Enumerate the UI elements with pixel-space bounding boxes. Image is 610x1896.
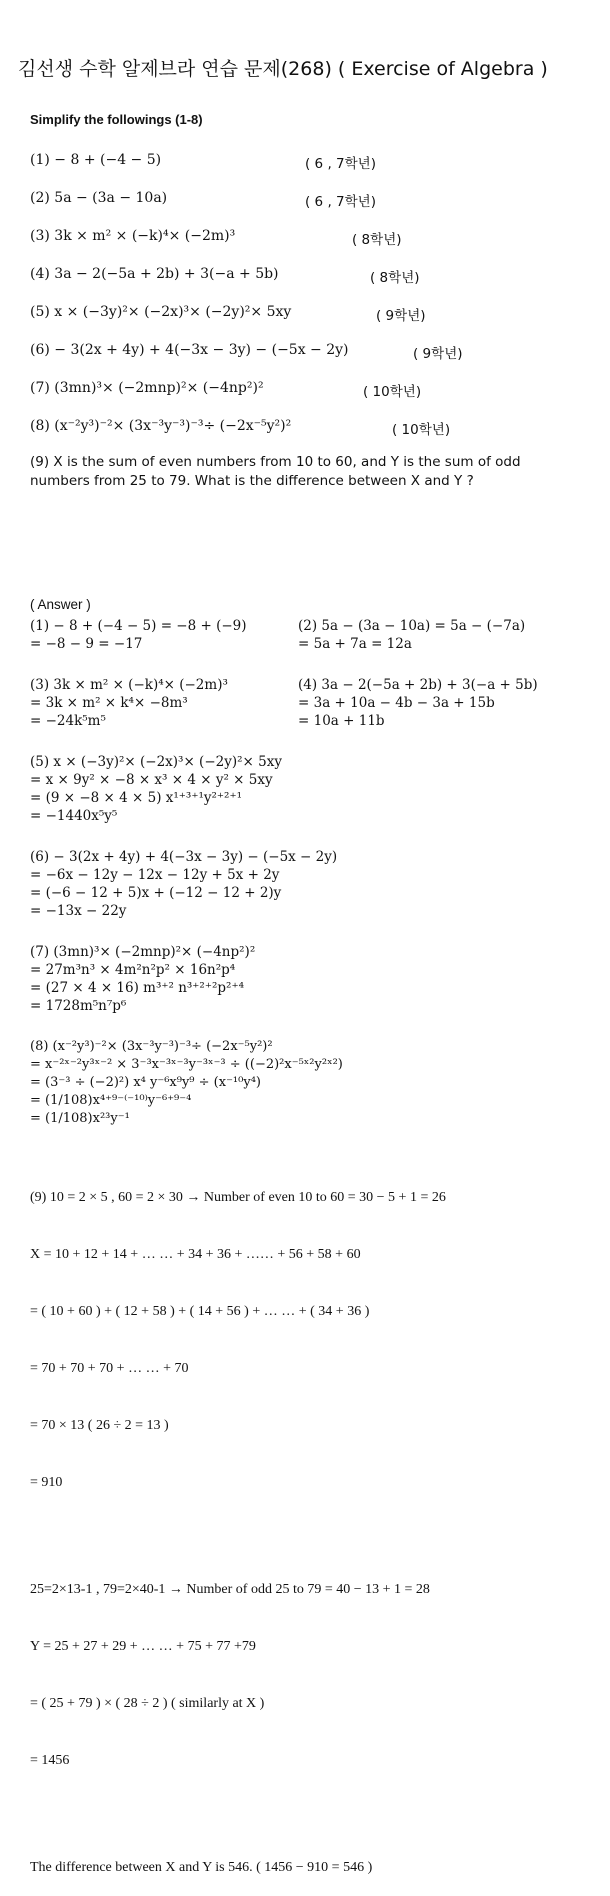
instructions: Simplify the followings (1-8) bbox=[30, 112, 203, 127]
answer-line: X = 10 + 12 + 14 + … … + 34 + 36 + …… + 56 + 58 + 60 bbox=[30, 1247, 361, 1262]
answer-line: = x × 9y² × −8 × x³ × 4 × y² × 5xy bbox=[30, 772, 273, 788]
answer-line: = ( 10 + 60 ) + ( 12 + 58 ) + ( 14 + 56 ) + … … + ( 34 + 36 ) bbox=[30, 1304, 370, 1319]
problem-grade: ( 10학년) bbox=[392, 422, 451, 438]
answer-6 bbox=[30, 848, 337, 920]
problem-grade: ( 9학년) bbox=[413, 346, 463, 362]
problem-9: (9) X is the sum of even numbers from 10 to 60, and Y is the sum of odd numbers from 25 to 79. What is the difference between X and Y ? bbox=[30, 454, 521, 489]
answer-line: (9) 10 = 2 × 5 , 60 = 2 × 30 → Number of even 10 to 60 = 30 − 5 + 1 = 26 bbox=[30, 1190, 446, 1205]
answer-line: (5) x × (−3y)²× (−2x)³× (−2y)²× 5xy bbox=[30, 754, 282, 770]
problem-6 bbox=[30, 342, 349, 358]
problem-5 bbox=[30, 304, 291, 320]
answer-line: (6) − 3(2x + 4y) + 4(−3x − 3y) − (−5x − 2y) bbox=[30, 849, 338, 865]
problem-grade: ( 9학년) bbox=[376, 308, 426, 324]
problem-7 bbox=[30, 380, 264, 396]
answer-line: = 5a + 7a = 12a bbox=[298, 636, 412, 652]
answer-line: = ( 25 + 79 ) × ( 28 ÷ 2 ) ( similarly at X ) bbox=[30, 1696, 265, 1711]
answer-line: (7) (3mn)³× (−2mnp)²× (−4np²)² bbox=[30, 944, 256, 960]
problem-expr: (1) − 8 + (−4 − 5) bbox=[30, 152, 162, 168]
answer-1 bbox=[30, 617, 247, 653]
answer-line: = 70 × 13 ( 26 ÷ 2 = 13 ) bbox=[30, 1418, 169, 1433]
problem-expr: (4) 3a − 2(−5a + 2b) + 3(−a + 5b) bbox=[30, 266, 279, 282]
answer-line: = (9 × −8 × 4 × 5) x¹⁺³⁺¹y²⁺²⁺¹ bbox=[30, 790, 242, 806]
answer-line: = 1456 bbox=[30, 1753, 70, 1768]
problem-grade: ( 6 , 7학년) bbox=[305, 156, 376, 172]
answer-line: = −24k⁵m⁵ bbox=[30, 713, 106, 729]
problem-expr: (3) 3k × m² × (−k)⁴× (−2m)³ bbox=[30, 228, 236, 244]
answer-4 bbox=[298, 676, 538, 730]
answer-3 bbox=[30, 676, 228, 730]
problem-2 bbox=[30, 190, 167, 206]
answer-line: = 1728m⁵n⁷p⁶ bbox=[30, 998, 127, 1014]
answer-line: = 10a + 11b bbox=[298, 713, 385, 729]
answer-5 bbox=[30, 753, 282, 825]
answer-line: (8) (x⁻²y³)⁻²× (3x⁻³y⁻³)⁻³÷ (−2x⁻⁵y²)² bbox=[30, 1039, 273, 1054]
answer-line: = −8 − 9 = −17 bbox=[30, 636, 143, 652]
answer-line: = x⁻²ˣ⁻²y³ˣ⁻² × 3⁻³x⁻³ˣ⁻³y⁻³ˣ⁻³ ÷ ((−2)²x⁻⁵ˣ²y²ˣ²) bbox=[30, 1057, 343, 1072]
answer-9 bbox=[30, 1150, 446, 1896]
spacer bbox=[30, 1808, 446, 1820]
answer-line: The difference between X and Y is 546. ( 1456 − 910 = 546 ) bbox=[30, 1860, 373, 1875]
answer-line: = 3a + 10a − 4b − 3a + 15b bbox=[298, 695, 495, 711]
answer-line: = 3k × m² × k⁴× −8m³ bbox=[30, 695, 188, 711]
answer-7 bbox=[30, 943, 255, 1015]
problem-expr: (8) (x⁻²y³)⁻²× (3x⁻³y⁻³)⁻³÷ (−2x⁻⁵y²)² bbox=[30, 418, 292, 434]
problem-grade: ( 8학년) bbox=[352, 232, 402, 248]
answer-line: = (27 × 4 × 16) m³⁺² n³⁺²⁺²p²⁺⁴ bbox=[30, 980, 244, 996]
answer-line: (1) − 8 + (−4 − 5) = −8 + (−9) bbox=[30, 618, 247, 634]
answer-line: = 910 bbox=[30, 1475, 63, 1490]
problem-expr: (7) (3mn)³× (−2mnp)²× (−4np²)² bbox=[30, 380, 264, 396]
problem-3 bbox=[30, 228, 235, 244]
problem-expr: (2) 5a − (3a − 10a) bbox=[30, 190, 168, 206]
answer-heading: ( Answer ) bbox=[30, 597, 91, 612]
answer-line: = 70 + 70 + 70 + … … + 70 bbox=[30, 1361, 189, 1376]
problem-expr: (6) − 3(2x + 4y) + 4(−3x − 3y) − (−5x − 2y) bbox=[30, 342, 349, 358]
answer-line: = (1/108)x⁴⁺⁹⁻⁽⁻¹⁰⁾y⁻⁶⁺⁹⁻⁴ bbox=[30, 1093, 192, 1108]
answer-line: = (3⁻³ ÷ (−2)²) x⁴ y⁻⁶x⁹y⁹ ÷ (x⁻¹⁰y⁴) bbox=[30, 1075, 261, 1090]
answer-line: (2) 5a − (3a − 10a) = 5a − (−7a) bbox=[298, 618, 526, 634]
problem-grade: ( 8학년) bbox=[370, 270, 420, 286]
answer-line: = (1/108)x²³y⁻¹ bbox=[30, 1111, 130, 1126]
answer-8 bbox=[30, 1038, 343, 1128]
answer-line: (4) 3a − 2(−5a + 2b) + 3(−a + 5b) bbox=[298, 677, 538, 693]
problem-grade: ( 10학년) bbox=[363, 384, 422, 400]
problem-expr: (5) x × (−3y)²× (−2x)³× (−2y)²× 5xy bbox=[30, 304, 292, 320]
answer-line: = −13x − 22y bbox=[30, 903, 127, 919]
answer-line: = 27m³n³ × 4m²n²p² × 16n²p⁴ bbox=[30, 962, 236, 978]
problem-1 bbox=[30, 152, 161, 168]
answer-line: (3) 3k × m² × (−k)⁴× (−2m)³ bbox=[30, 677, 228, 693]
answer-line: = −6x − 12y − 12x − 12y + 5x + 2y bbox=[30, 867, 280, 883]
page-title: 김선생 수학 알제브라 연습 문제(268) ( Exercise of Algebra ) bbox=[18, 58, 548, 80]
answer-line: 25=2×13-1 , 79=2×40-1 → Number of odd 25 to 79 = 40 − 13 + 1 = 28 bbox=[30, 1582, 430, 1597]
problem-grade: ( 6 , 7학년) bbox=[305, 194, 376, 210]
problem-8 bbox=[30, 418, 291, 434]
spacer bbox=[30, 1530, 446, 1542]
answer-2 bbox=[298, 617, 525, 653]
answer-line: = (−6 − 12 + 5)x + (−12 − 12 + 2)y bbox=[30, 885, 282, 901]
problem-4 bbox=[30, 266, 279, 282]
answer-line: Y = 25 + 27 + 29 + … … + 75 + 77 +79 bbox=[30, 1639, 256, 1654]
answer-line: = −1440x⁵y⁵ bbox=[30, 808, 118, 824]
